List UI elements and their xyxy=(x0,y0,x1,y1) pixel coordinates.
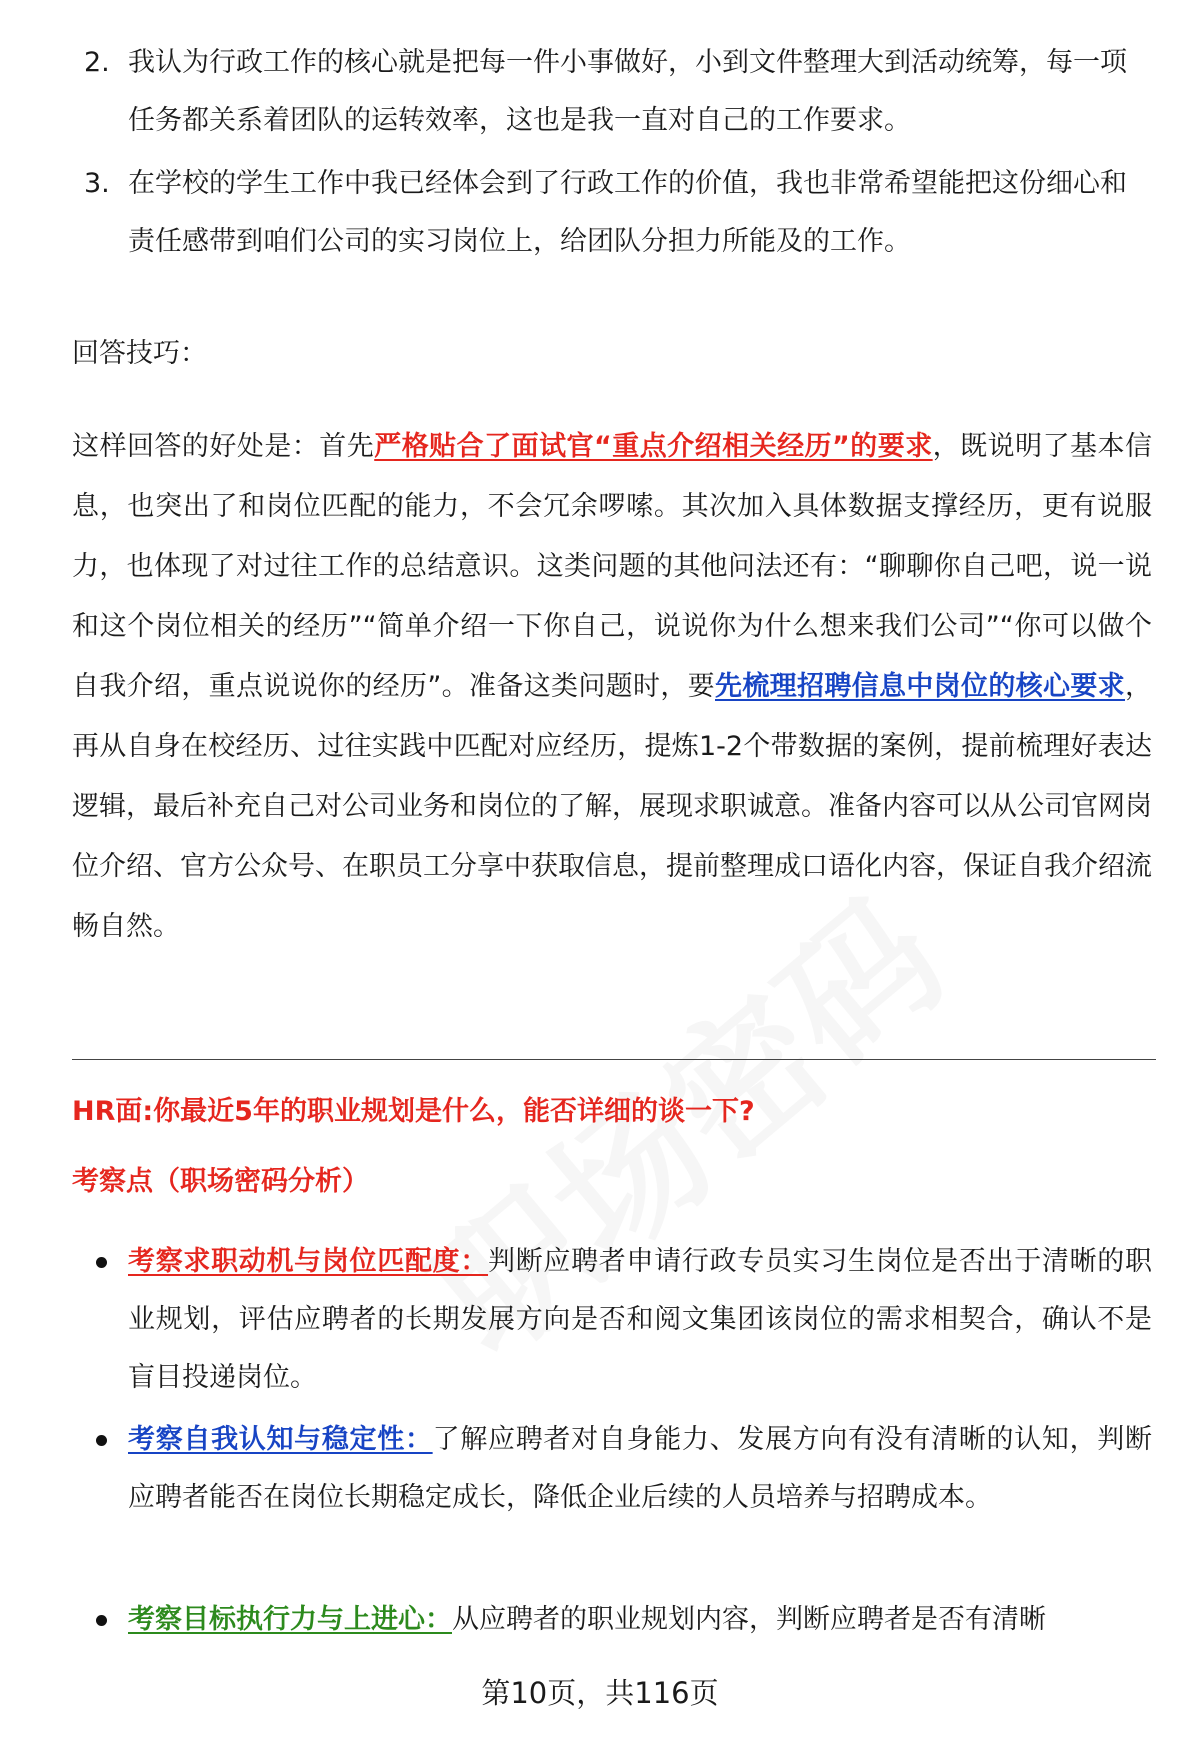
assessment-point xyxy=(72,1411,1152,1527)
page-footer: 第10页，共116页 xyxy=(481,1676,719,1710)
item-text: 我认为行政工作的核心就是把每一件小事做好，小到文件整理大到活动统筹，每一项任务都关系着团队的运转效率，这也是我一直对自己的工作要求。 xyxy=(128,47,1127,136)
tips-paragraph xyxy=(72,417,1152,957)
bullet-icon xyxy=(96,1435,107,1446)
tips-text: 这样回答的好处是：首先 xyxy=(72,431,375,462)
question-subtitle: 考察点（职场密码分析） xyxy=(72,1166,369,1197)
numbered-item-3 xyxy=(72,155,1152,271)
point-label: 考察求职动机与岗位匹配度： xyxy=(128,1246,489,1277)
item-number: 3. xyxy=(84,168,110,199)
numbered-item-2 xyxy=(72,34,1152,150)
point-label: 考察自我认知与稳定性： xyxy=(128,1424,433,1455)
tips-label: 回答技巧： xyxy=(72,338,207,369)
point-text: 从应聘者的职业规划内容，判断应聘者是否有清晰 xyxy=(452,1604,1046,1635)
item-number: 2. xyxy=(84,47,110,78)
point-text: 了解应聘者对自身能力、发展方向有没有清晰的认知，判断应聘者能否在岗位长期稳定成长，降低企业后续的人员培养与招聘成本。 xyxy=(128,1424,1153,1513)
tips-text: ，既说明了基本信息，也突出了和岗位匹配的能力，不会冗余啰嗦。其次加入具体数据支撑经历，更有说服力，也体现了对过往工作的总结意识。这类问题的其他问法还有：“聊聊你自己吧，说一说和这个岗位相关的经历”“简单介绍一下你自己，说说你为什么想来我们公司”“你可以做个自我介绍，重点说说你的经历”。准备这类问题时，要 xyxy=(72,431,1152,702)
assessment-point xyxy=(72,1591,1152,1649)
tips-text: ，再从自身在校经历、过往实践中匹配对应经历，提炼1-2个带数据的案例，提前梳理好表达逻辑，最后补充自己对公司业务和岗位的了解，展现求职诚意。准备内容可以从公司官网岗位介绍、官方公众号、在职员工分享中获取信息，提前整理成口语化内容，保证自我介绍流畅自然。 xyxy=(72,671,1152,942)
item-text: 在学校的学生工作中我已经体会到了行政工作的价值，我也非常希望能把这份细心和责任感带到咱们公司的实习岗位上，给团队分担力所能及的工作。 xyxy=(128,168,1127,257)
bullet-icon xyxy=(96,1257,107,1268)
point-text: 判断应聘者申请行政专员实习生岗位是否出于清晰的职业规划，评估应聘者的长期发展方向是否和阅文集团该岗位的需求相契合，确认不是盲目投递岗位。 xyxy=(128,1246,1153,1393)
question-title: HR面:你最近5年的职业规划是什么，能否详细的谈一下? xyxy=(72,1096,755,1127)
bullet-icon xyxy=(96,1615,107,1626)
section-divider xyxy=(72,1059,1156,1060)
assessment-point xyxy=(72,1233,1152,1407)
point-label: 考察目标执行力与上进心： xyxy=(128,1604,452,1635)
tips-highlight-blue: 先梳理招聘信息中岗位的核心要求 xyxy=(715,671,1125,702)
tips-highlight-red: 严格贴合了面试官“重点介绍相关经历”的要求 xyxy=(374,431,933,462)
